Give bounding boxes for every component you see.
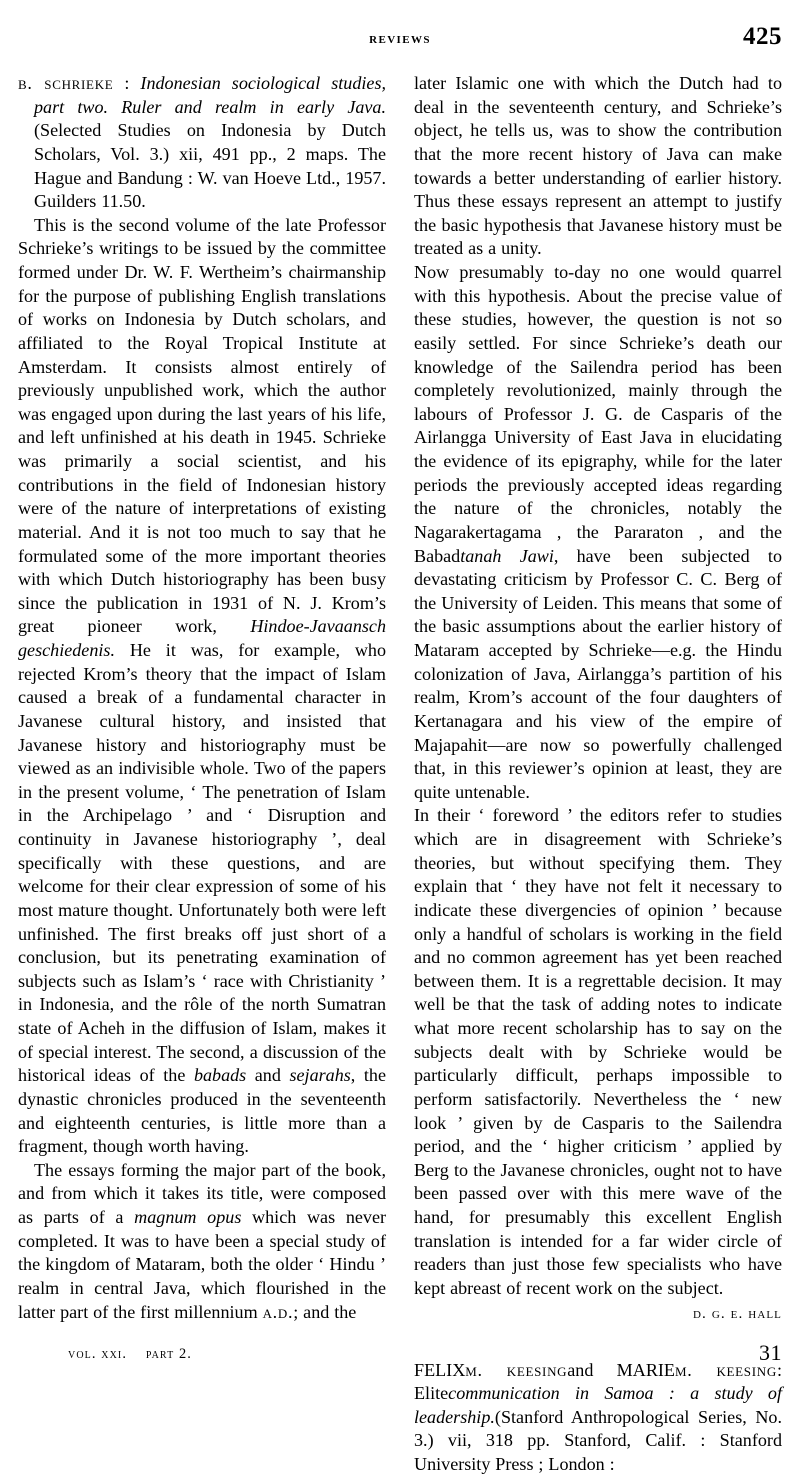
footer-part-number: 2. bbox=[178, 1346, 192, 1362]
text-run: This is the second volume of the late Professor Schrieke’s writings to be issued by the committee formed under Dr. W. F. Wertheim’s chairmanship for the purpose of publishing English translations of works on Indonesia by Dutch scholars, and affiliated to the Royal Tropical Institute at Amsterdam. It consists almost entirely of previously unpublished work, which the author was engaged upon during the last years of his life, and left unfinished at his death in 1945. Schrieke was primarily a social scientist, and his contributions in the field of Indonesian history were of the nature of interpretations of existing material. And it is not too much to say that he formulated some of the more important theories with which Dutch historiography has been busy since the publication in 1931 of N. J. Krom’s great pioneer work, bbox=[18, 214, 386, 637]
running-head-title: reviews bbox=[369, 30, 431, 47]
footer-volume-label: vol. xxi. bbox=[68, 1346, 128, 1362]
text-run: ; and the bbox=[293, 1301, 357, 1322]
text-run: In their ‘ foreword ’ the editors refer to studies which are in disagreement with Schrieke’s theories, but without specifying them. They explain that ‘ they have not felt it necessary to indicate these divergencies of opinion ’ because only a handful of scholars is working in the field and no common agreement has yet been reached between them. It is a regrettable decision. It may well be that the task of adding notes to indicate what more recent scholarship has to say on the subjects dealt with by Schrieke would be particularly difficult, perhaps impossible to perform satisfactorily. Nevertheless the ‘ new look ’ given by de Casparis to the Sailendra period, and the ‘ higher criticism ’ applied by Berg to the Javanese chronicles, ought not to have been passed over with this mere wave of the hand, for presumably this excellent English translation is intended for a far wider circle of readers than just those few specialists who have kept abreast of recent work on the subject. bbox=[414, 805, 782, 1298]
footer-part-label: part bbox=[145, 1346, 175, 1362]
body-paragraph-continued bbox=[414, 261, 782, 804]
page-footer bbox=[18, 1340, 782, 1374]
body-paragraph-continued bbox=[414, 1359, 782, 1477]
body-paragraph-continued bbox=[414, 72, 782, 261]
text-run: Now presumably to-day no one would quarrel with this hypothesis. About the precise value of these studies, however, the question is not so easily settled. For since Schrieke’s death our knowledge of the Sailendra period has been completely revolutionized, mainly through the labours of Professor J. G. de Casparis of the Airlangga University of East Java in elucidating the evidence of its epigraphy, while for the later periods the previously accepted ideas regarding the nature of the chronicles, notably the Nagarakertagama , the Pararaton , and the Babad bbox=[414, 262, 782, 566]
body-paragraph bbox=[18, 1159, 386, 1324]
citation-title: Indonesian sociological studies, part two. Ruler and realm in early Java. bbox=[34, 73, 387, 117]
body-paragraph bbox=[18, 214, 386, 1159]
citation-imprint: (Selected Studies on Indonesia by Dutch Scholars, Vol. 3.) xii, 491 pp., 2 maps. The Hague and Bandung : W. van Hoeve Ltd., 1957. Guilders 11.50. bbox=[34, 120, 386, 212]
text-run: The essays forming the major part of the book, and from which it takes its title, were composed as parts of a bbox=[18, 1159, 386, 1227]
italic-title: babads bbox=[193, 1065, 247, 1086]
running-head bbox=[18, 23, 782, 56]
citation-author: b. schrieke bbox=[18, 73, 114, 93]
italic-title: tanah Jawi bbox=[460, 545, 554, 566]
page-number: 425 bbox=[743, 23, 782, 50]
small-caps-era: m. keesing bbox=[465, 1359, 568, 1380]
body-paragraph-continued bbox=[414, 804, 782, 1300]
text-run: : Elite bbox=[414, 1359, 782, 1404]
text-run: (Stanford Anthropological Series, No. 3.) vii, 318 pp. Stanford, Calif. : Stanford University Press ; London : bbox=[414, 1406, 782, 1474]
italic-title: Hindoe-Javaansch geschiedenis. bbox=[18, 616, 386, 660]
column-left bbox=[18, 72, 386, 1330]
citation-separator: : bbox=[113, 73, 141, 93]
italic-title: sejarahs bbox=[289, 1065, 351, 1086]
review-citation bbox=[18, 72, 386, 214]
text-run: which was never completed. It was to have been a special study of the kingdom of Mataram, both the older ‘ Hindu ’ realm in central Java, which flourished in the latter part of the first millennium bbox=[18, 1207, 386, 1322]
text-run: FELIX bbox=[414, 1359, 466, 1380]
column-right bbox=[414, 72, 783, 1474]
text-run: He it was, for example, who rejected Krom’s theory that the impact of Islam caused a break of a fundamental character in Javanese cultural history, and insisted that Javanese history and historiography must be viewed as an indivisible whole. Two of the papers in the present volume, ‘ The penetration of Islam in the Archipelago ’ and ‘ Disruption and continuity in Javanese historiography ’, deal specifically with these questions, and are welcome for their clear expression of some of his most mature thought. Unfortunately both were left unfinished. The first breaks off just short of a conclusion, but its penetrating examination of subjects such as Islam’s ‘ race with Christianity ’ in Indonesia, and the rôle of the north Sumatran state of Acheh in the diffusion of Islam, makes it of special interest. The second, a discussion of the historical ideas of the bbox=[18, 640, 386, 1086]
italic-title: magnum opus bbox=[134, 1207, 242, 1227]
text-run: , the dynastic chronicles produced in the seventeenth and eighteenth centuries, is little more than a fragment, though worth having. bbox=[18, 1065, 386, 1157]
small-caps-era: a.d. bbox=[262, 1301, 294, 1322]
text-run: and MARIE bbox=[567, 1359, 675, 1380]
footer-signature-mark: 31 bbox=[759, 1340, 782, 1365]
italic-title: communication in Samoa : a study of leadership. bbox=[414, 1383, 782, 1427]
text-run: and bbox=[246, 1065, 290, 1086]
small-caps-era: m. keesing bbox=[674, 1359, 777, 1380]
text-run: , have been subjected to devastating criticism by Professor C. C. Berg of the University of Leiden. This means that some of the basic assumptions about the earlier history of Mataram accepted by Schrieke—e.g. the Hindu colonization of Java, Airlangga’s partition of his realm, Krom’s account of the four daughters of Kertanagara and his view of the empire of Majapahit—are now so powerfully challenged that, in this reviewer’s opinion at least, they are quite untenable. bbox=[414, 545, 783, 802]
reviewer-signature: d. g. e. hall bbox=[692, 1304, 782, 1322]
footer-volume bbox=[68, 1346, 192, 1363]
text-run: later Islamic one with which the Dutch had to deal in the seventeenth century, and Schrieke’s object, he tells us, was to show the contribution that the more recent history of Java can make towards a better understanding of earlier history. Thus these essays represent an attempt to justify the basic hypothesis that Javanese history must be treated as a unity. bbox=[414, 73, 782, 259]
